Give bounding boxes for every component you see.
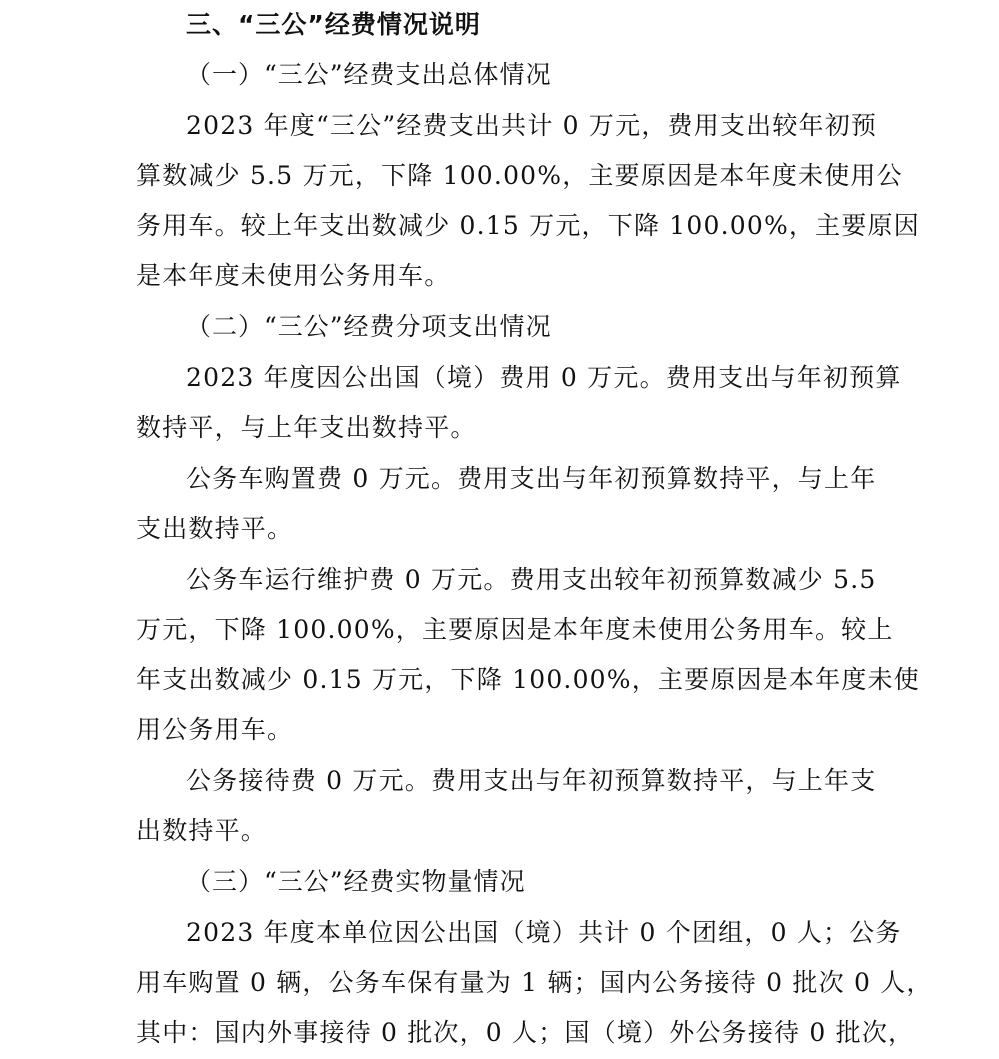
subsection-heading-3: （三）“三公”经费实物量情况 (186, 867, 526, 896)
paragraph-line: 是本年度未使用公务用车。 (136, 261, 451, 290)
paragraph-line: 务用车。较上年支出数减少 0.15 万元，下降 100.00%，主要原因 (136, 211, 920, 240)
paragraph-line: 出数持平。 (136, 816, 268, 845)
paragraph-line: 算数减少 5.5 万元，下降 100.00%，主要原因是本年度未使用公 (136, 161, 903, 190)
section-title: 三、“三公”经费情况说明 (186, 10, 481, 39)
subsection-heading-2: （二）“三公”经费分项支出情况 (186, 312, 552, 341)
paragraph-line: 公务车运行维护费 0 万元。费用支出较年初预算数减少 5.5 (186, 565, 877, 594)
paragraph-line: 其中：国内外事接待 0 批次，0 人；国（境）外公务接待 0 批次， (136, 1018, 915, 1047)
paragraph-line: 用车购置 0 辆，公务车保有量为 1 辆；国内公务接待 0 批次 0 人， (136, 968, 933, 997)
paragraph-line: 公务车购置费 0 万元。费用支出与年初预算数持平，与上年 (186, 464, 877, 493)
paragraph-line: 支出数持平。 (136, 514, 294, 543)
paragraph-line: 数持平，与上年支出数持平。 (136, 413, 477, 442)
paragraph-line: 2023 年度因公出国（境）费用 0 万元。费用支出与年初预算 (186, 363, 902, 392)
paragraph-line: 2023 年度“三公”经费支出共计 0 万元，费用支出较年初预 (186, 111, 878, 140)
paragraph-line: 万元，下降 100.00%，主要原因是本年度未使用公务用车。较上 (136, 615, 894, 644)
subsection-heading-1: （一）“三公”经费支出总体情况 (186, 60, 552, 89)
paragraph-line: 2023 年度本单位因公出国（境）共计 0 个团组，0 人；公务 (186, 918, 902, 947)
paragraph-line: 公务接待费 0 万元。费用支出与年初预算数持平，与上年支 (186, 766, 877, 795)
paragraph-line: 用公务用车。 (136, 715, 294, 744)
paragraph-line: 年支出数减少 0.15 万元，下降 100.00%，主要原因是本年度未使 (136, 665, 920, 694)
